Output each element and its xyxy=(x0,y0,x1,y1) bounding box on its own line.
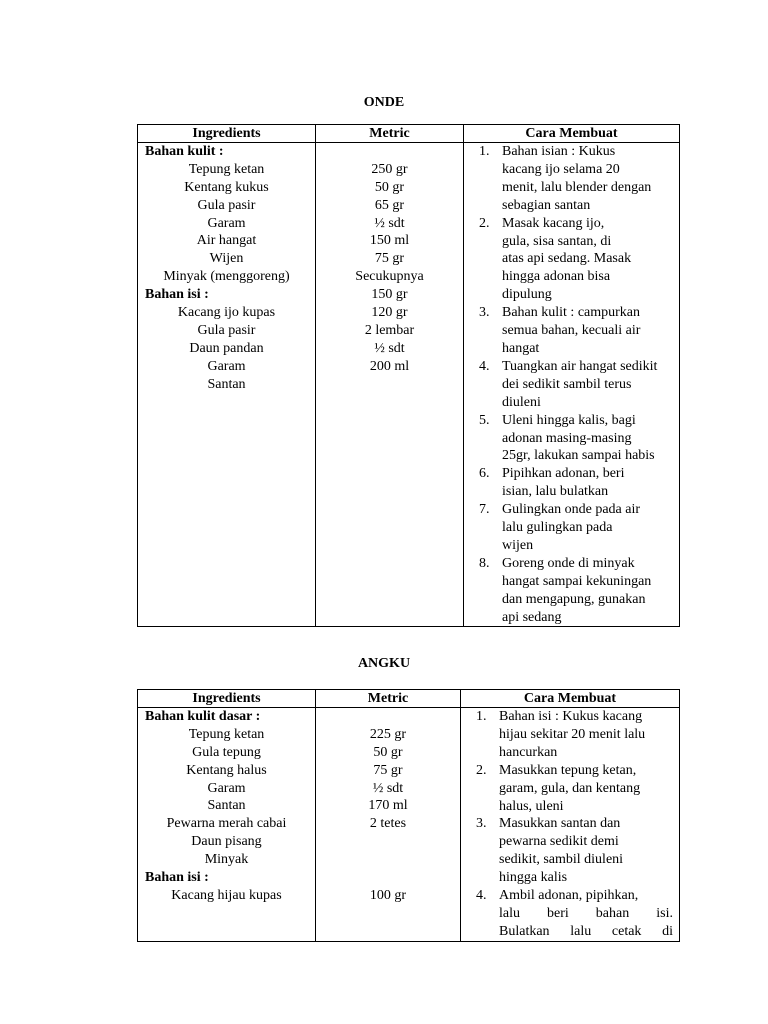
step-text-line: Bahan isian : Kukus xyxy=(502,144,616,159)
step-text-line: garam, gula, dan kentang xyxy=(499,780,641,796)
step-text-line: dipulung xyxy=(502,287,552,303)
step-text-line: lalu beri bahan isi. xyxy=(499,905,673,921)
step-number: 7. xyxy=(479,502,490,518)
ingredient-section-label: Bahan kulit : xyxy=(145,144,224,159)
metric-value: 65 gr xyxy=(374,197,405,213)
metric-value xyxy=(316,869,460,887)
metric-value: 250 gr xyxy=(371,161,408,177)
step-number: 3. xyxy=(479,305,490,321)
ingredient-item: Garam xyxy=(207,358,246,374)
metric-value: ½ sdt xyxy=(374,215,405,231)
step-text xyxy=(502,358,673,412)
method-step xyxy=(464,465,679,501)
step-text-line: isian, lalu bulatkan xyxy=(502,484,609,500)
ingredient-item: Pewarna merah cabai xyxy=(166,816,287,832)
step-number: 8. xyxy=(479,555,490,571)
metric-value xyxy=(316,833,460,851)
step-text-line: hingga adonan bisa xyxy=(502,269,611,285)
step-text-line: diuleni xyxy=(502,394,541,410)
step-text-line: Masukkan tepung ketan, xyxy=(499,762,637,778)
metric-cell xyxy=(316,143,464,627)
step-text-line: Ambil adonan, pipihkan, xyxy=(499,888,639,904)
step-text-line: Bahan isi : Kukus kacang xyxy=(499,709,643,724)
ingredient-item: Gula pasir xyxy=(197,322,256,338)
step-number: 1. xyxy=(479,144,490,159)
header-method: Cara Membuat xyxy=(461,690,680,708)
method-step xyxy=(461,708,679,762)
header-metric: Metric xyxy=(316,690,461,708)
metric-value: 170 ml xyxy=(368,798,408,814)
ingredient-item: Gula tepung xyxy=(192,744,261,760)
recipe-table-angku xyxy=(137,689,680,942)
metric-value: Secukupnya xyxy=(355,269,424,285)
metric-value: 75 gr xyxy=(373,762,403,778)
step-number: 4. xyxy=(476,888,487,904)
method-step xyxy=(461,762,679,816)
table-body-row xyxy=(138,708,680,942)
step-text-line: api sedang xyxy=(502,609,562,625)
step-text-line: hancurkan xyxy=(499,744,558,760)
step-text-line: dei sedikit sambil terus xyxy=(502,376,632,392)
ingredient-item: Tepung ketan xyxy=(188,726,265,742)
ingredient-item: Santan xyxy=(207,376,246,392)
method-step xyxy=(464,555,679,627)
method-cell xyxy=(464,143,680,627)
method-step xyxy=(464,358,679,412)
step-text-line: Masak kacang ijo, xyxy=(502,215,605,231)
step-text xyxy=(499,815,673,887)
step-text-line: sedikit, sambil diuleni xyxy=(499,852,624,868)
step-text-line: pewarna sedikit demi xyxy=(499,834,619,850)
step-text xyxy=(499,762,673,816)
ingredient-section-label: Bahan isi : xyxy=(145,870,209,886)
ingredient-item: Garam xyxy=(207,780,246,796)
metric-value: 120 gr xyxy=(371,305,408,321)
metric-value xyxy=(316,708,460,726)
step-text-line: lalu gulingkan pada xyxy=(502,520,613,536)
method-step xyxy=(461,815,679,887)
metric-value: ½ sdt xyxy=(374,340,405,356)
step-text-line: Masukkan santan dan xyxy=(499,816,621,832)
metric-value: 200 ml xyxy=(369,358,410,374)
ingredient-item: Kentang halus xyxy=(186,762,267,778)
ingredients-cell xyxy=(138,708,316,942)
step-number: 4. xyxy=(479,358,490,374)
metric-value: 150 ml xyxy=(369,233,410,249)
step-text-line: menit, lalu blender dengan xyxy=(502,179,652,195)
step-text-line: semua bahan, kecuali air xyxy=(502,323,641,339)
metric-value: 150 gr xyxy=(371,287,408,303)
ingredient-item: Wijen xyxy=(209,251,244,267)
metric-value: ½ sdt xyxy=(372,780,404,796)
ingredient-item: Tepung ketan xyxy=(188,161,265,177)
step-text-line: 25gr, lakukan sampai habis xyxy=(502,448,655,464)
table-body-row xyxy=(138,143,680,627)
ingredient-item: Minyak (menggoreng) xyxy=(163,269,290,285)
step-number: 1. xyxy=(476,709,487,724)
recipe-title-onde: ONDE xyxy=(363,95,405,110)
step-text-line: hangat xyxy=(502,340,540,356)
step-text xyxy=(502,555,673,627)
step-number: 6. xyxy=(479,466,490,482)
step-text-line: Tuangkan air hangat sedikit xyxy=(502,358,658,374)
step-text-line: dan mengapung, gunakan xyxy=(502,591,646,607)
metric-value: 50 gr xyxy=(373,744,403,760)
header-method: Cara Membuat xyxy=(464,125,680,143)
ingredient-item: Daun pisang xyxy=(191,834,262,850)
method-step xyxy=(464,143,679,215)
step-text xyxy=(502,412,673,466)
ingredient-item: Kentang kukus xyxy=(184,179,269,195)
step-text-line: Uleni hingga kalis, bagi xyxy=(502,412,636,428)
ingredients-cell xyxy=(138,143,316,627)
step-text-line: Goreng onde di minyak xyxy=(502,555,635,571)
method-cell xyxy=(461,708,680,942)
metric-value: 2 tetes xyxy=(369,816,407,832)
metric-value xyxy=(316,143,463,161)
step-text xyxy=(502,215,673,305)
metric-value: 225 gr xyxy=(369,726,407,742)
recipe-table-onde xyxy=(137,124,680,627)
method-step xyxy=(464,304,679,358)
method-step xyxy=(461,887,679,941)
step-text xyxy=(502,465,673,501)
method-step xyxy=(464,215,679,305)
ingredient-item: Air hangat xyxy=(196,233,257,249)
step-text-line: Bahan kulit : campurkan xyxy=(502,305,641,321)
step-text-line: gula, sisa santan, di xyxy=(502,233,612,249)
step-text-line: wijen xyxy=(502,537,534,553)
step-text-line: Gulingkan onde pada air xyxy=(502,502,641,518)
table-header-row xyxy=(138,125,680,143)
recipe-title-angku: ANGKU xyxy=(357,656,411,671)
ingredient-item: Kacang ijo kupas xyxy=(177,305,276,321)
metric-value: 50 gr xyxy=(374,179,405,195)
step-text-line: hangat sampai kekuningan xyxy=(502,573,652,589)
step-text xyxy=(502,501,673,555)
step-text xyxy=(502,304,673,358)
header-ingredients: Ingredients xyxy=(138,125,316,143)
step-number: 5. xyxy=(479,412,490,428)
step-number: 2. xyxy=(476,762,487,778)
ingredient-item: Minyak xyxy=(204,852,249,868)
method-step xyxy=(464,501,679,555)
method-step xyxy=(464,412,679,466)
step-text-line: kacang ijo selama 20 xyxy=(502,161,620,177)
step-text-line: sebagian santan xyxy=(502,197,591,213)
header-ingredients: Ingredients xyxy=(138,690,316,708)
step-text-line: halus, uleni xyxy=(499,798,564,814)
metric-cell xyxy=(316,708,461,942)
ingredient-item: Garam xyxy=(207,215,246,231)
step-text-line: hijau sekitar 20 menit lalu xyxy=(499,726,646,742)
table-header-row xyxy=(138,690,680,708)
step-number: 3. xyxy=(476,816,487,832)
ingredient-item: Gula pasir xyxy=(197,197,256,213)
ingredient-item: Santan xyxy=(207,798,246,814)
ingredient-item: Daun pandan xyxy=(189,340,264,356)
step-text-line: Bulatkan lalu cetak di xyxy=(499,923,673,939)
step-number: 2. xyxy=(479,215,490,231)
step-text xyxy=(499,708,673,762)
step-text-line: adonan masing-masing xyxy=(502,430,632,446)
metric-value xyxy=(316,851,460,869)
step-text-line: Pipihkan adonan, beri xyxy=(502,466,625,482)
step-text xyxy=(499,887,673,941)
metric-value: 100 gr xyxy=(369,887,407,903)
metric-value: 75 gr xyxy=(374,251,405,267)
ingredient-section-label: Bahan isi : xyxy=(145,287,209,303)
ingredient-item: Kacang hijau kupas xyxy=(171,887,282,903)
step-text xyxy=(502,143,673,215)
header-metric: Metric xyxy=(316,125,464,143)
ingredient-section-label: Bahan kulit dasar : xyxy=(145,709,261,724)
metric-value: 2 lembar xyxy=(364,322,415,338)
step-text-line: hingga kalis xyxy=(499,870,568,886)
step-text-line: atas api sedang. Masak xyxy=(502,251,632,267)
